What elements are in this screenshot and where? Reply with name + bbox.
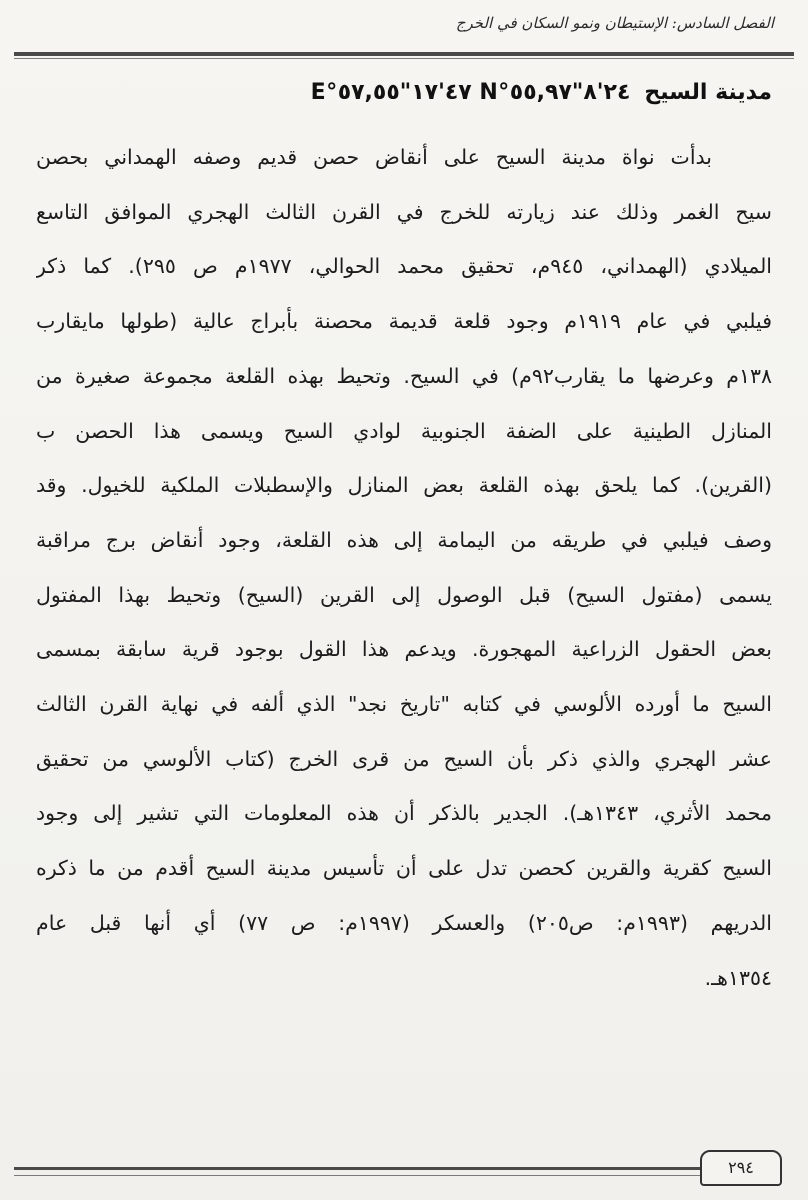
text-line: بدأت نواة مدينة السيح على أنقاض حصن قديم وصفه الهمداني بحصن [36, 145, 712, 169]
page-number: ٢٩٤ [700, 1150, 782, 1186]
footer-rule [14, 1167, 704, 1170]
body-paragraph [36, 130, 772, 1005]
section-title: مدينة السيح [644, 80, 772, 105]
text-line: محمد الأثري، ١٣٤٣هـ). الجدير بالذكر أن هذه المعلومات التي تشير إلى وجود [36, 801, 772, 826]
section-heading [311, 80, 772, 105]
text-line: ١٣٥٤هـ. [704, 965, 772, 990]
text-line: وصف فيلبي في طريقه من اليمامة إلى هذه القلعة، وجود أنقاض برج مراقبة [36, 527, 772, 552]
text-line: سيح الغمر وذلك عند زيارته للخرج في القرن الثالث الهجري الموافق التاسع [36, 199, 772, 224]
running-header: الفصل السادس: الإستيطان ونمو السكان في الخرج [455, 14, 774, 32]
text-line: السيح كقرية والقرين كحصن تدل على أن تأسيس مدينة السيح أقدم من ما ذكره [36, 856, 772, 881]
footer-rule-thin [14, 1175, 704, 1176]
text-line: يسمى (مفتول السيح) قبل الوصول إلى القرين (السيح) وتحيط بهذا المفتول [36, 582, 772, 607]
text-line: المنازل الطينية على الضفة الجنوبية لوادي السيح ويسمى هذا الحصن ب [36, 418, 772, 443]
text-line: فيلبي في عام ١٩١٩م وجود قلعة قديمة محصنة بأبراج عالية (طولها مايقارب [36, 309, 772, 334]
text-line: بعض الحقول الزراعية المهجورة. ويدعم هذا القول بوجود قرية سابقة بمسمى [36, 637, 772, 662]
text-line: ١٣٨م وعرضها ما يقارب٩٢م) في السيح. وتحيط بهذه القلعة مجموعة صغيرة من [36, 363, 772, 388]
text-line: السيح ما أورده الألوسي في كتابه "تاريخ نجد" الذي ألفه في نهاية القرن الثالث [36, 692, 772, 717]
text-line: (القرين). كما يلحق بهذه القلعة بعض المنازل والإسطبلات الملكية للخيول. وقد [36, 473, 772, 498]
text-line: الدريهم (١٩٩٣م: ص٢٠٥) والعسكر (١٩٩٧م: ص ٧٧) أي أنها قبل عام [36, 910, 772, 935]
section-coordinates: E°٤٧'١٧"٥٧,٥٥ N°٢٤'٨"٥٥,٩٧ [310, 80, 631, 105]
text-line: الميلادي (الهمداني، ٩٤٥م، تحقيق محمد الحوالي، ١٩٧٧م ص ٢٩٥). كما ذكر [36, 254, 772, 279]
header-rule [14, 52, 794, 56]
text-line: عشر الهجري والذي ذكر بأن السيح من قرى الخرج (كتاب الألوسي من تحقيق [36, 746, 772, 771]
header-rule-thin [14, 58, 794, 59]
